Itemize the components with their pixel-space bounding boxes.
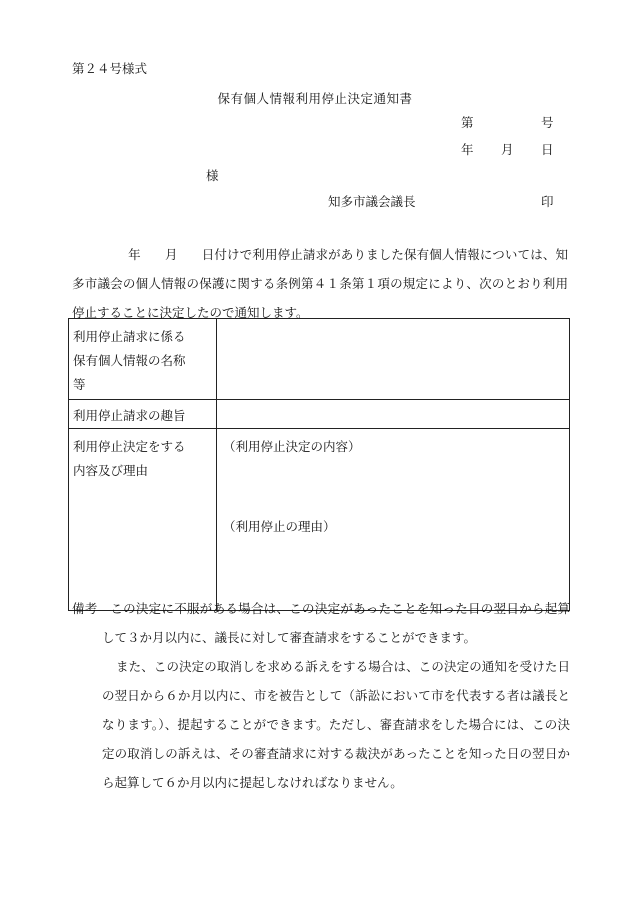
remarks-section [72, 594, 570, 797]
doc-number-suffix: 号 [541, 115, 554, 130]
notification-body [72, 240, 568, 327]
row3-value-field[interactable] [217, 429, 570, 611]
seal-mark: 印 [541, 194, 554, 209]
body-text-line1: 日付けで利用停止請求がありました保有個人情報について [201, 247, 531, 262]
decision-reason-note: （利用停止の理由） [223, 519, 336, 534]
date-day-label: 日 [541, 142, 554, 157]
row1-label-line: 等 [73, 377, 86, 392]
row2-label-text: 利用停止請求の趣旨 [73, 408, 186, 423]
table-row [69, 429, 570, 611]
date-month-label: 月 [501, 142, 514, 157]
remarks-paragraph-1: この決定に不服がある場合は、この決定があったことを知った日の翌日から起算して３か月以内に、議長に対して審査請求をすることができます。 [102, 601, 570, 645]
row3-label-line: 内容及び理由 [73, 463, 149, 478]
table-row [69, 400, 570, 429]
row2-value-field[interactable] [217, 400, 570, 429]
row1-label [69, 319, 217, 400]
doc-number-prefix: 第 [461, 115, 474, 130]
issuer-name: 知多市議会議長 [328, 194, 416, 209]
decision-table [68, 318, 570, 611]
row1-label-line: 利用停止請求に係る [73, 329, 186, 344]
decision-content-note: （利用停止決定の内容） [223, 439, 361, 454]
remarks-paragraph-2: また、この決定の取消しを求める訴えをする場合は、この決定の通知を受けた日の翌日から６か月以内に、市を被告として（訴訟において市を代表する者は議長となります。）、提起することができます。ただし、審査請求をした場合には、この決定の取消しの訴えは、その審査請求に対する裁決があったことを知った日の翌日から起算して６か月以内に提起しなければなりません。 [102, 659, 570, 790]
form-number: 第２４号様式 [72, 61, 148, 76]
body-date-year: 年 [128, 247, 141, 262]
document-title: 保有個人情報利用停止決定通知書 [217, 91, 413, 106]
table-row [69, 319, 570, 400]
remarks-heading: 備考 [72, 601, 98, 616]
body-text-continuation: は、知多市議会の個人情報の保護に関する条例第４１条第１項の規定により、次のとおり利用停止することに決定したので通知します。 [72, 247, 568, 320]
row1-label-line: 保有個人情報の名称 [73, 353, 186, 368]
addressee-suffix: 様 [206, 168, 219, 183]
row2-label [69, 400, 217, 429]
row3-label [69, 429, 217, 611]
row3-label-line: 利用停止決定をする [73, 439, 186, 454]
row1-value-field[interactable] [217, 319, 570, 400]
date-year-label: 年 [461, 142, 474, 157]
body-date-month: 月 [164, 247, 178, 262]
